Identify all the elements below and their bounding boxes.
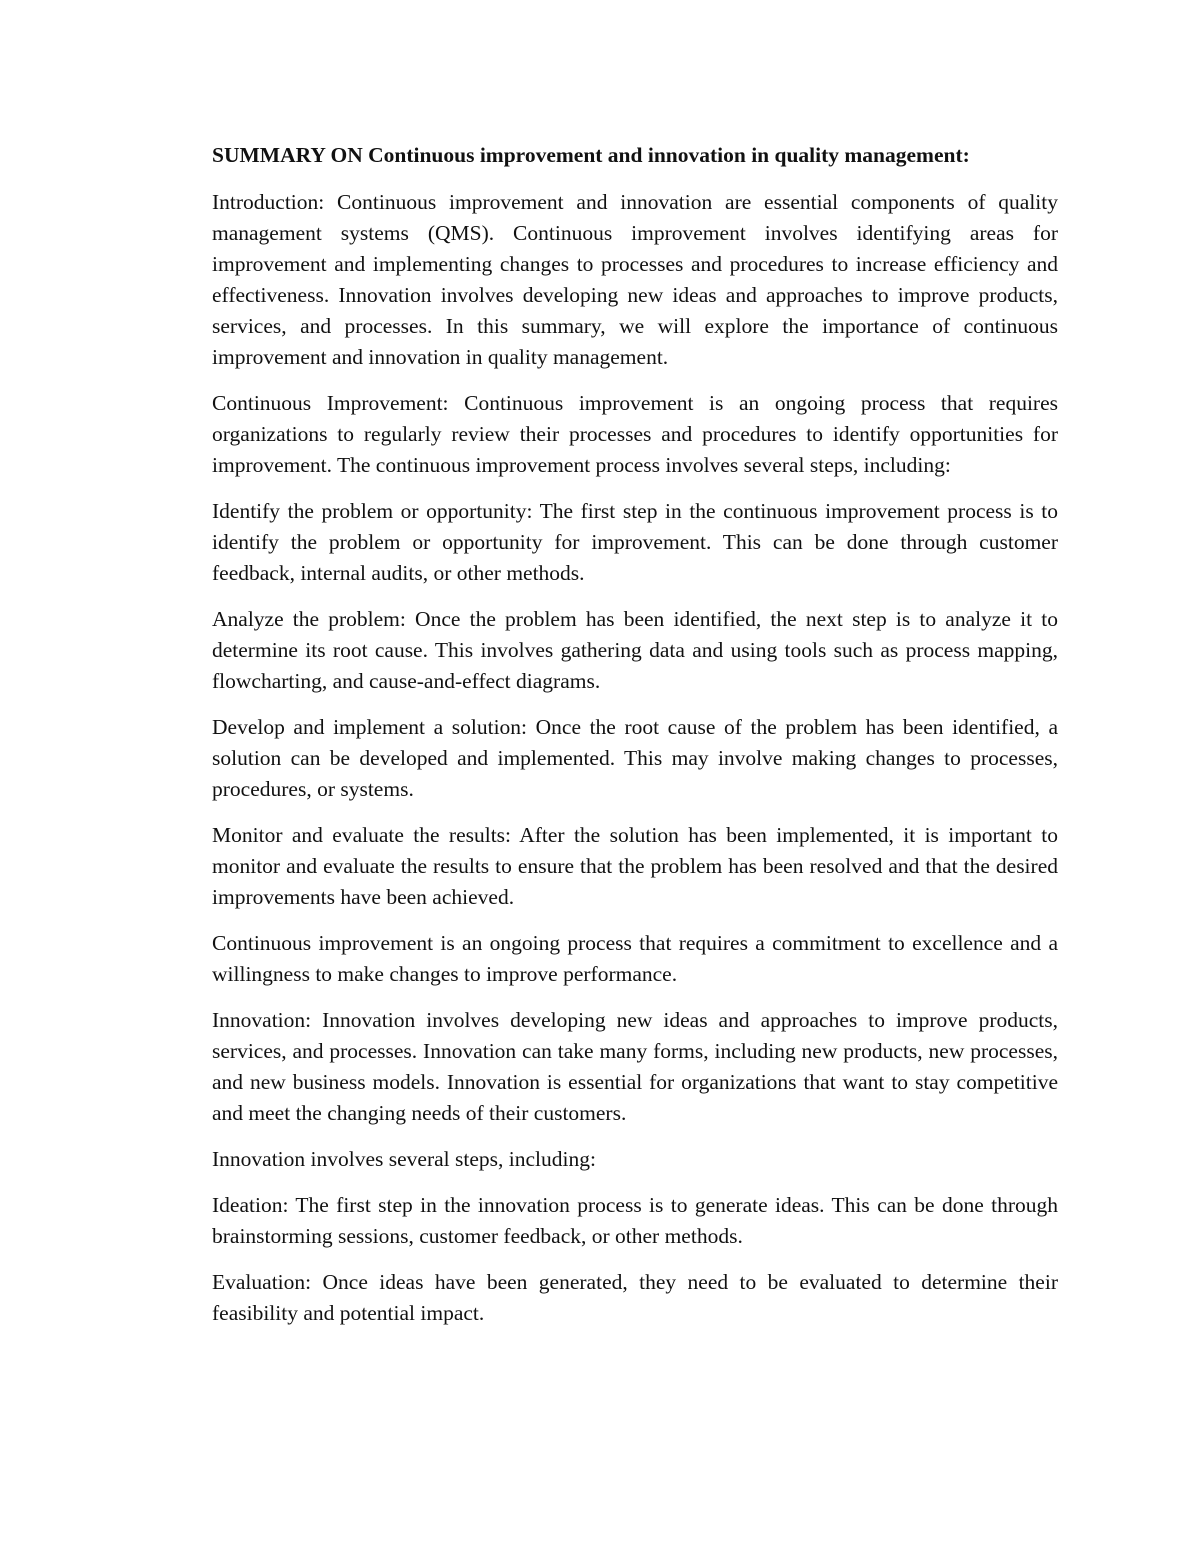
paragraph-ongoing-process: Continuous improvement is an ongoing process that requires a commitment to excellence and a willingness to make changes to improve performance. bbox=[212, 931, 1058, 986]
paragraph-evaluation: Evaluation: Once ideas have been generated, they need to be evaluated to determine their feasibility and potential impact. bbox=[212, 1270, 1058, 1325]
document-body bbox=[212, 140, 1058, 1344]
paragraph-innovation-steps: Innovation involves several steps, including: bbox=[212, 1147, 596, 1171]
paragraph-innovation: Innovation: Innovation involves developing new ideas and approaches to improve products, services, and processes. Innovation can take many forms, including new products, new processes, and new business models. Innovation is essential for organizations that want to stay competitive and meet the changing needs of their customers. bbox=[212, 1008, 1058, 1125]
document-title: SUMMARY ON Continuous improvement and innovation in quality management: bbox=[212, 143, 970, 167]
paragraph-analyze-problem: Analyze the problem: Once the problem has been identified, the next step is to analyze it to determine its root cause. This involves gathering data and using tools such as process mapping, flowcharting, and cause-and-effect diagrams. bbox=[212, 607, 1058, 693]
paragraph-identify-problem: Identify the problem or opportunity: The first step in the continuous improvement process is to identify the problem or opportunity for improvement. This can be done through customer feedback, internal audits, or other methods. bbox=[212, 499, 1058, 585]
paragraph-develop-solution: Develop and implement a solution: Once the root cause of the problem has been identified, a solution can be developed and implemented. This may involve making changes to processes, procedures, or systems. bbox=[212, 715, 1058, 801]
paragraph-continuous-improvement: Continuous Improvement: Continuous improvement is an ongoing process that requires organizations to regularly review their processes and procedures to identify opportunities for improvement. The continuous improvement process involves several steps, including: bbox=[212, 391, 1058, 477]
paragraph-monitor-results: Monitor and evaluate the results: After the solution has been implemented, it is important to monitor and evaluate the results to ensure that the problem has been resolved and that the desired improvements have been achieved. bbox=[212, 823, 1058, 909]
paragraph-introduction: Introduction: Continuous improvement and innovation are essential components of quality management systems (QMS). Continuous improvement involves identifying areas for improvement and implementing changes to processes and procedures to increase efficiency and effectiveness. Innovation involves developing new ideas and approaches to improve products, services, and processes. In this summary, we will explore the importance of continuous improvement and innovation in quality management. bbox=[212, 190, 1058, 369]
paragraph-ideation: Ideation: The first step in the innovation process is to generate ideas. This can be done through brainstorming sessions, customer feedback, or other methods. bbox=[212, 1193, 1058, 1248]
